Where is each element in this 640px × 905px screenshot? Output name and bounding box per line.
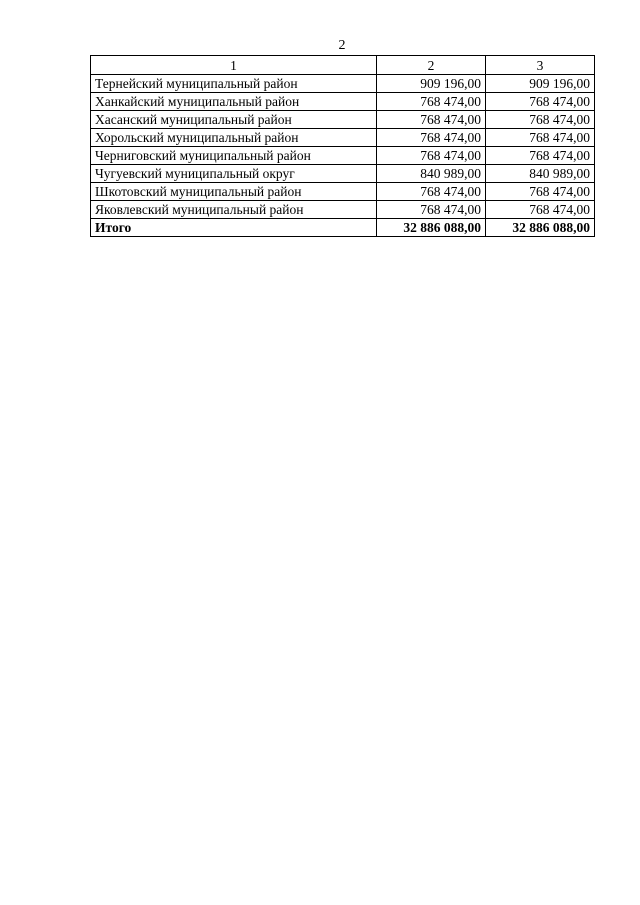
table-total-row [91,219,595,237]
row-value-cell: 909 196,00 [377,75,486,93]
table-row [91,129,595,147]
table-row [91,111,595,129]
total-value-cell: 32 886 088,00 [377,219,486,237]
row-value-cell: 768 474,00 [486,201,595,219]
header-cell-3: 3 [486,56,595,75]
row-value-cell: 768 474,00 [486,129,595,147]
budget-table [90,55,595,237]
row-value-cell: 909 196,00 [486,75,595,93]
row-name-cell: Яковлевский муниципальный район [91,201,377,219]
row-value-cell: 768 474,00 [377,111,486,129]
row-value-cell: 768 474,00 [377,183,486,201]
table-row [91,147,595,165]
row-value-cell: 768 474,00 [377,129,486,147]
table-row [91,75,595,93]
row-value-cell: 768 474,00 [377,147,486,165]
row-value-cell: 768 474,00 [486,147,595,165]
row-value-cell: 768 474,00 [377,201,486,219]
total-value-cell: 32 886 088,00 [486,219,595,237]
row-value-cell: 768 474,00 [377,93,486,111]
row-name-cell: Черниговский муниципальный район [91,147,377,165]
table-header-row [91,56,595,75]
row-name-cell: Хорольский муниципальный район [91,129,377,147]
row-name-cell: Хасанский муниципальный район [91,111,377,129]
page-number: 2 [338,38,346,53]
row-name-cell: Шкотовский муниципальный район [91,183,377,201]
row-name-cell: Чугуевский муниципальный округ [91,165,377,183]
header-cell-1: 1 [91,56,377,75]
row-name-cell: Ханкайский муниципальный район [91,93,377,111]
row-value-cell: 768 474,00 [486,183,595,201]
table-row [91,183,595,201]
table-row [91,165,595,183]
total-label-cell: Итого [91,219,377,237]
row-value-cell: 768 474,00 [486,93,595,111]
row-name-cell: Тернейский муниципальный район [91,75,377,93]
row-value-cell: 768 474,00 [486,111,595,129]
row-value-cell: 840 989,00 [377,165,486,183]
table-row [91,201,595,219]
header-cell-2: 2 [377,56,486,75]
table-row [91,93,595,111]
row-value-cell: 840 989,00 [486,165,595,183]
